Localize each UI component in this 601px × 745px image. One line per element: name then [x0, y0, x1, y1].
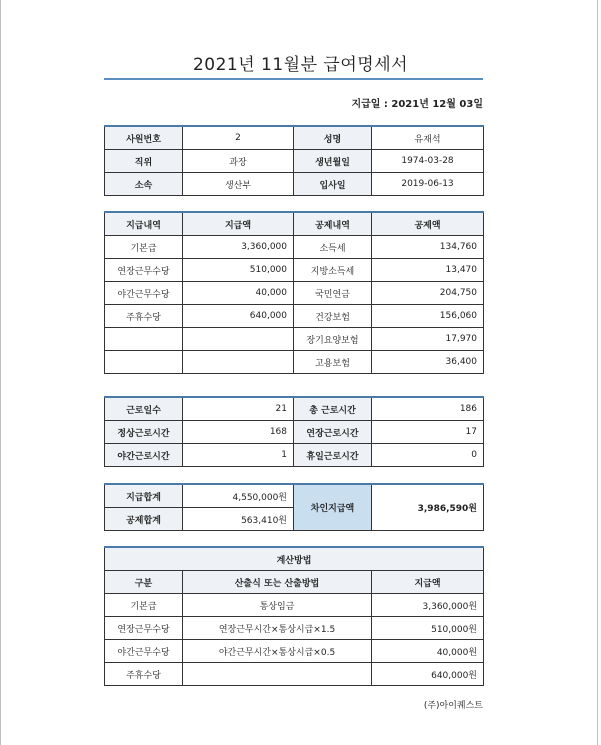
- company-name: (주)아이퀘스트: [423, 701, 483, 711]
- work-days-value: 21: [183, 397, 294, 421]
- table-row: [105, 305, 484, 328]
- table-row: [105, 617, 484, 640]
- table-row: [105, 663, 484, 686]
- calc-item: 연장근무수당: [105, 617, 183, 640]
- deduction-item: 건강보험: [294, 305, 372, 328]
- net-pay-value: 3,986,590원: [372, 484, 484, 531]
- table-row: [105, 351, 484, 374]
- total-hours-value: 186: [372, 397, 484, 421]
- pay-item: [105, 351, 183, 374]
- column-header: 구분: [105, 571, 183, 594]
- name-value: 유재석: [372, 126, 484, 150]
- table-row: [105, 444, 484, 467]
- deduction-item: 고용보험: [294, 351, 372, 374]
- table-row: [105, 328, 484, 351]
- column-header: 지급액: [183, 212, 294, 236]
- deduction-item: 소득세: [294, 236, 372, 259]
- department-label: 소속: [105, 173, 183, 196]
- deduction-amount: 36,400: [372, 351, 484, 374]
- calculation-title: 계산방법: [105, 547, 484, 571]
- table-row: [105, 173, 484, 196]
- pay-total-value: 4,550,000원: [183, 484, 294, 508]
- join-date-value: 2019-06-13: [372, 173, 484, 196]
- pay-item: 야간근무수당: [105, 282, 183, 305]
- column-header: 산출식 또는 산출방법: [183, 571, 372, 594]
- calc-amount: 640,000원: [372, 663, 484, 686]
- title-divider: [104, 78, 483, 80]
- pay-deduction-table: [104, 211, 484, 374]
- net-pay-label: 차인지급액: [294, 484, 372, 531]
- night-hours-label: 야간근로시간: [105, 444, 183, 467]
- holiday-hours-label: 휴일근로시간: [294, 444, 372, 467]
- table-row: [105, 484, 484, 508]
- employee-id-value: 2: [183, 126, 294, 150]
- calc-amount: 40,000원: [372, 640, 484, 663]
- pay-amount: 640,000: [183, 305, 294, 328]
- column-header: 지급액: [372, 571, 484, 594]
- calc-formula: 야간근무시간×통상시급×0.5: [183, 640, 372, 663]
- pay-item: 연장근무수당: [105, 259, 183, 282]
- overtime-hours-value: 17: [372, 421, 484, 444]
- pay-item: 주휴수당: [105, 305, 183, 328]
- deduction-amount: 134,760: [372, 236, 484, 259]
- employee-id-label: 사원번호: [105, 126, 183, 150]
- table-row: [105, 421, 484, 444]
- join-date-label: 입사일: [294, 173, 372, 196]
- pay-date: 지급일 : 2021년 12월 03일: [351, 99, 483, 110]
- department-value: 생산부: [183, 173, 294, 196]
- table-row: [105, 236, 484, 259]
- pay-item: 기본급: [105, 236, 183, 259]
- position-label: 직위: [105, 150, 183, 173]
- pay-amount: [183, 351, 294, 374]
- night-hours-value: 1: [183, 444, 294, 467]
- table-title-row: [105, 547, 484, 571]
- column-header: 공제내역: [294, 212, 372, 236]
- calc-formula: 연장근무시간×통상시급×1.5: [183, 617, 372, 640]
- page-title: 2021년 11월분 급여명세서: [192, 55, 409, 75]
- pay-amount: 3,360,000: [183, 236, 294, 259]
- work-days-label: 근로일수: [105, 397, 183, 421]
- calc-item: 기본급: [105, 594, 183, 617]
- deduction-item: 국민연금: [294, 282, 372, 305]
- deduction-amount: 17,970: [372, 328, 484, 351]
- table-row: [105, 150, 484, 173]
- table-row: [105, 259, 484, 282]
- table-header-row: [105, 571, 484, 594]
- calc-item: 야간근무수당: [105, 640, 183, 663]
- employee-info-table: [104, 125, 484, 196]
- pay-amount: 40,000: [183, 282, 294, 305]
- overtime-hours-label: 연장근로시간: [294, 421, 372, 444]
- name-label: 성명: [294, 126, 372, 150]
- calc-amount: 510,000원: [372, 617, 484, 640]
- table-row: [105, 640, 484, 663]
- calc-formula: 통상임금: [183, 594, 372, 617]
- pay-total-label: 지급합계: [105, 484, 183, 508]
- regular-hours-label: 정상근로시간: [105, 421, 183, 444]
- work-hours-table: [104, 396, 484, 467]
- holiday-hours-value: 0: [372, 444, 484, 467]
- pay-item: [105, 328, 183, 351]
- table-row: [105, 282, 484, 305]
- birthdate-value: 1974-03-28: [372, 150, 484, 173]
- table-row: [105, 594, 484, 617]
- table-row: [105, 126, 484, 150]
- column-header: 공제액: [372, 212, 484, 236]
- deduction-amount: 204,750: [372, 282, 484, 305]
- pay-amount: 510,000: [183, 259, 294, 282]
- deduction-total-value: 563,410원: [183, 508, 294, 531]
- totals-table: [104, 483, 484, 531]
- regular-hours-value: 168: [183, 421, 294, 444]
- deduction-total-label: 공제합계: [105, 508, 183, 531]
- total-hours-label: 총 근로시간: [294, 397, 372, 421]
- calc-formula: [183, 663, 372, 686]
- deduction-amount: 13,470: [372, 259, 484, 282]
- calc-amount: 3,360,000원: [372, 594, 484, 617]
- position-value: 과장: [183, 150, 294, 173]
- calc-item: 주휴수당: [105, 663, 183, 686]
- birthdate-label: 생년월일: [294, 150, 372, 173]
- column-header: 지급내역: [105, 212, 183, 236]
- table-header-row: [105, 212, 484, 236]
- deduction-amount: 156,060: [372, 305, 484, 328]
- pay-amount: [183, 328, 294, 351]
- deduction-item: 장기요양보험: [294, 328, 372, 351]
- calculation-method-table: [104, 546, 484, 686]
- table-row: [105, 397, 484, 421]
- deduction-item: 지방소득세: [294, 259, 372, 282]
